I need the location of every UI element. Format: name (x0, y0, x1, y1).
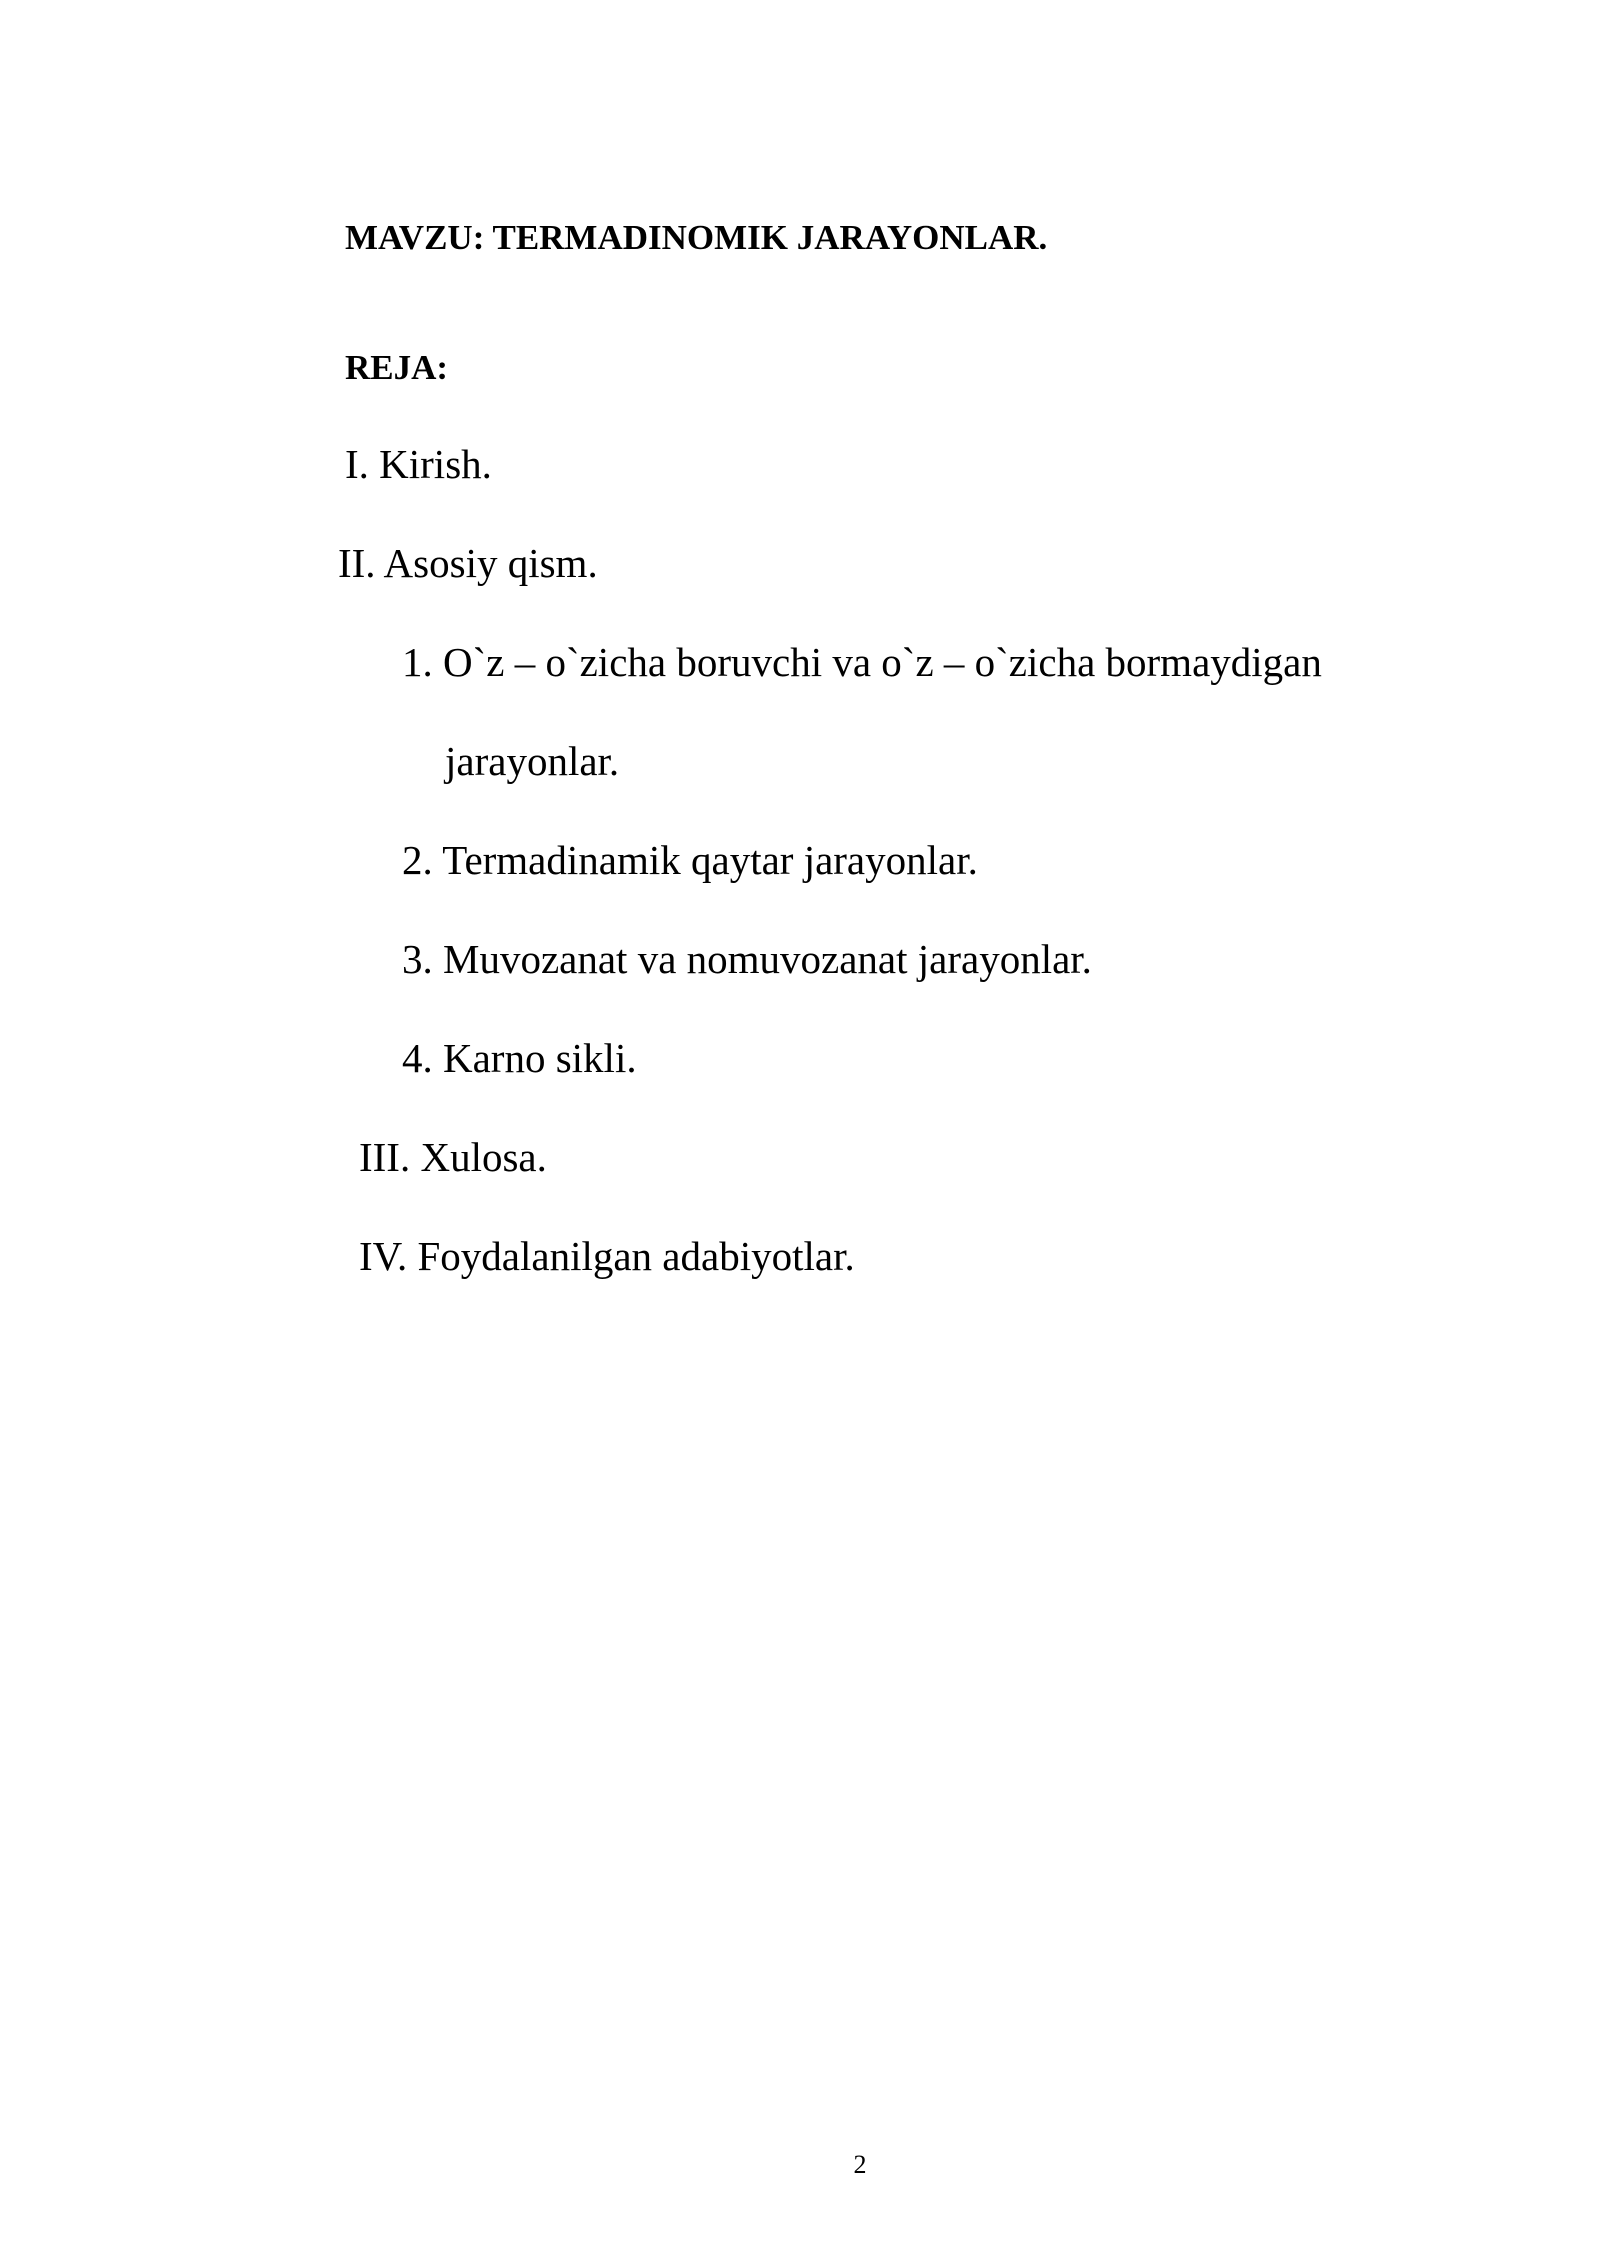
plan-subitem-reversible-processes: 2. Termadinamik qaytar jarayonlar. (402, 837, 978, 883)
plan-item-main-part: II. Asosiy qism. (338, 540, 598, 586)
page-number: 2 (853, 2150, 867, 2179)
plan-subitem-spontaneous-processes: 1. O`z – o`zicha boruvchi va o`z – o`zicha bormaydigan (402, 639, 1322, 685)
plan-heading: REJA: (345, 348, 449, 387)
page-title: MAVZU: TERMADINOMIK JARAYONLAR. (345, 218, 1048, 257)
plan-subitem-spontaneous-processes-continuation: jarayonlar. (445, 738, 620, 784)
plan-subitem-equilibrium-processes: 3. Muvozanat va nomuvozanat jarayonlar. (402, 936, 1092, 982)
plan-item-references: IV. Foydalanilgan adabiyotlar. (359, 1233, 855, 1279)
plan-subitem-carnot-cycle: 4. Karno sikli. (402, 1035, 637, 1081)
plan-item-introduction: I. Kirish. (345, 441, 492, 487)
plan-item-conclusion: III. Xulosa. (359, 1134, 547, 1180)
